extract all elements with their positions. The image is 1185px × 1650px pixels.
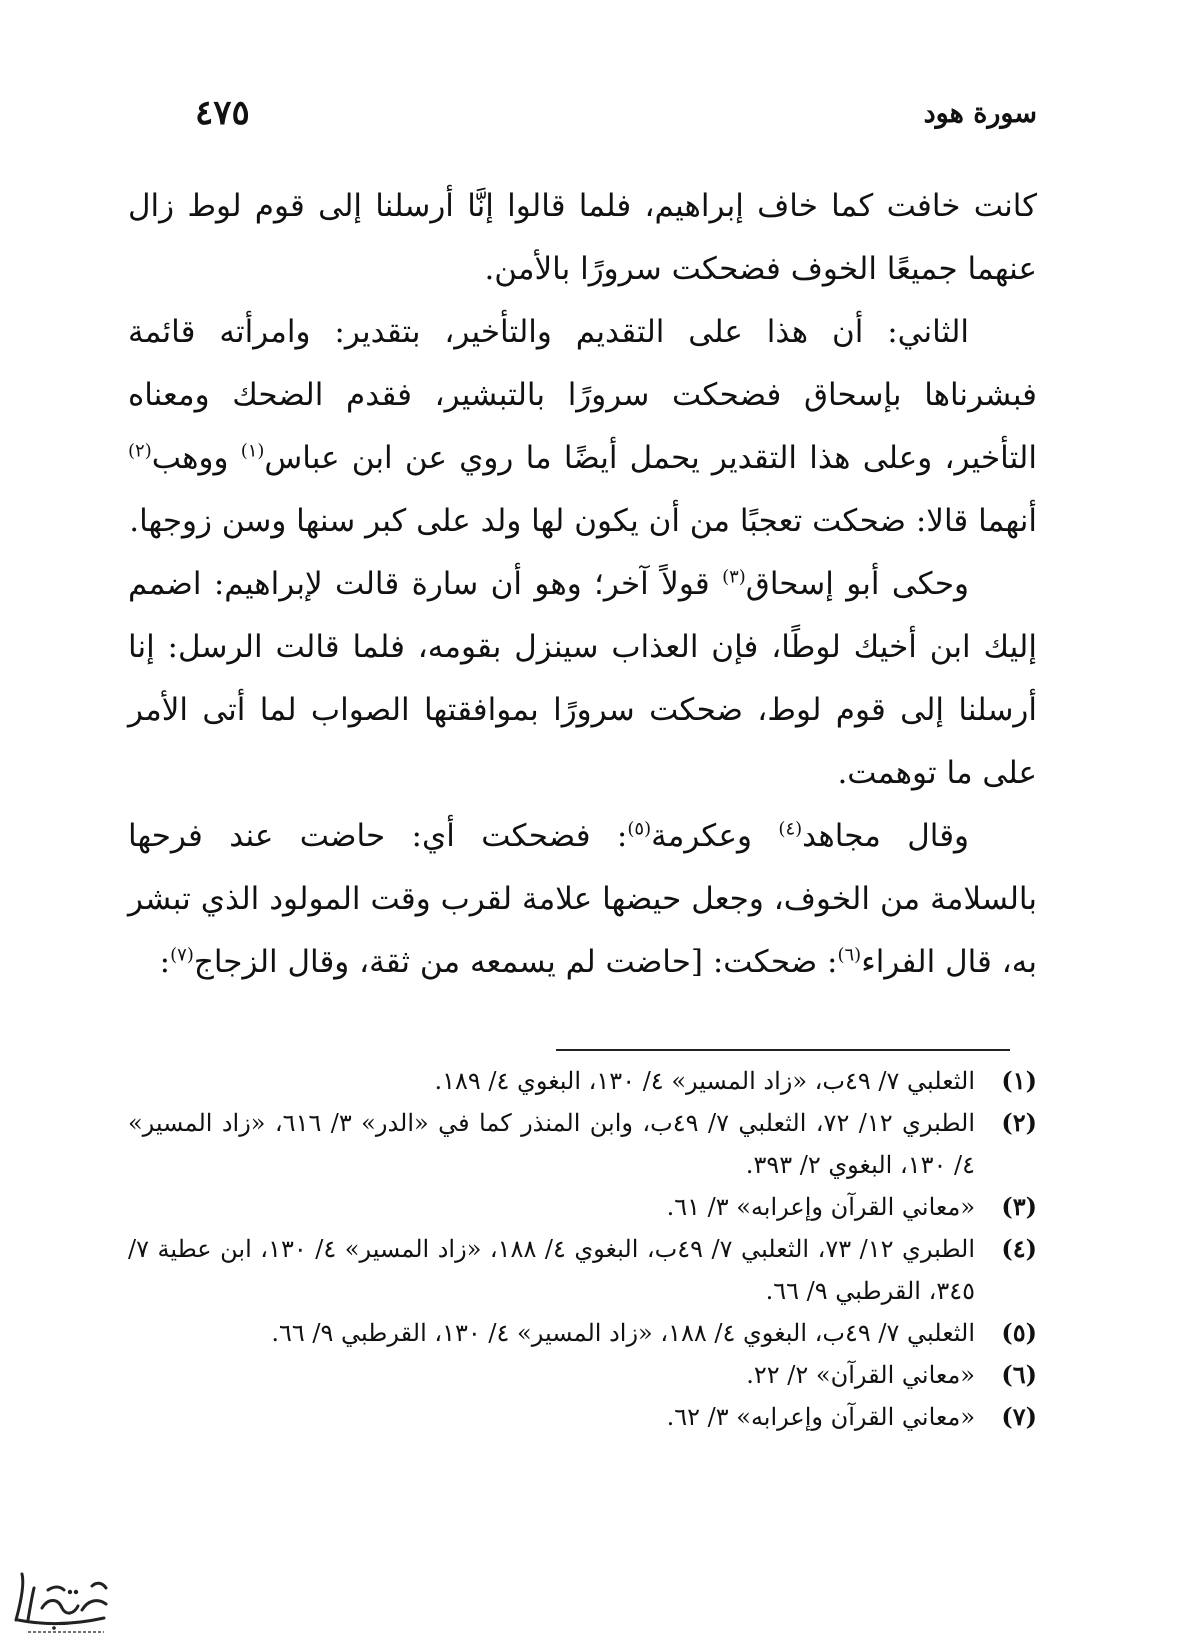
page-number: ٤٧٥ [195, 93, 250, 133]
footnote-ref-7[interactable]: (٧) [170, 944, 194, 966]
footnote-item [128, 1186, 1037, 1228]
footnote-number: (٧) [1001, 1402, 1037, 1431]
paragraph-4-text-b: وعكرمة [651, 818, 779, 854]
footnote-ref-4[interactable]: (٤) [778, 818, 803, 840]
running-header [195, 88, 1037, 138]
footnote-number: (٣) [1001, 1192, 1037, 1221]
paragraph-2-text-a: الثاني: أن هذا على التقديم والتأخير، بتقدير: وامرأته قائمة فبشرناها بإسحاق فضحكت سرورًا بالتبشير، فقدم الضحك ومعناه التأخير، وعلى هذا التقدير يحمل أيضًا ما روي عن ابن عباس [128, 314, 1037, 476]
paragraph-2-text-b: ووهب [151, 440, 241, 476]
footnote-text: «معاني القرآن وإعرابه» ٣/ ٦٢. [666, 1403, 975, 1431]
footnote-number: (١) [1001, 1066, 1037, 1095]
footnote-number: (٦) [1001, 1360, 1037, 1389]
footnote-ref-2[interactable]: (٢) [128, 440, 152, 462]
footnote-ref-6[interactable]: (٦) [837, 944, 862, 966]
paragraph-3 [128, 553, 1037, 805]
paragraph-3-text-b: قولاً آخر؛ وهو أن سارة قالت لإبراهيم: اضمم إليك ابن أخيك لوطًا، فإن العذاب سينزل بقومه، فلما قالت الرسل: إنا أرسلنا إلى قوم لوط، ضحكت سرورًا بموافقتها الصواب لما أتى الأمر على ما توهمت. [128, 566, 1037, 791]
paragraph-2-text-c: أنهما قالا: ضحكت تعجبًا من أن يكون لها ولد على كبر سنها وسن زوجها. [129, 503, 1037, 539]
paragraph-4-text-c: : فضحكت أي: حاضت عند فرحها بالسلامة من الخوف، وجعل حيضها علامة لقرب وقت المولود الذي تبشر به، قال الفراء [128, 818, 1037, 980]
footnote-text: الثعلبي ٧/ ٤٩ب، البغوي ٤/ ١٨٨، «زاد المسير» ٤/ ١٣٠، القرطبي ٩/ ٦٦. [271, 1319, 975, 1347]
paragraph-4-text-a: وقال مجاهد [802, 818, 969, 854]
footnote-text: الثعلبي ٧/ ٤٩ب، «زاد المسير» ٤/ ١٣٠، البغوي ٤/ ١٨٩. [434, 1067, 975, 1095]
footnote-text: الطبري ١٢/ ٧٢، الثعلبي ٧/ ٤٩ب، وابن المنذر كما في «الدر» ٣/ ٦١٦، «زاد المسير» ٤/ ١٣٠، البغوي ٢/ ٣٩٣. [128, 1109, 975, 1179]
footnote-item [128, 1312, 1037, 1354]
footnote-number: (٢) [1001, 1108, 1037, 1137]
footnote-item [128, 1102, 1037, 1186]
footnote-text: «معاني القرآن» ٢/ ٢٢. [746, 1361, 975, 1389]
main-text [128, 175, 1037, 994]
footnote-ref-1[interactable]: (١) [240, 440, 265, 462]
paragraph-1-text: كانت خافت كما خاف إبراهيم، فلما قالوا إنَّا أرسلنا إلى قوم لوط زال عنهما جميعًا الخوف فضحكت سرورًا بالأمن. [128, 188, 1037, 287]
surah-title: سورة هود [923, 97, 1037, 129]
footnote-item [128, 1354, 1037, 1396]
footnote-ref-5[interactable]: (٥) [627, 818, 652, 840]
footnotes-list [128, 1060, 1037, 1438]
footnote-ref-3[interactable]: (٣) [722, 566, 746, 588]
paragraph-4-text-e: : [159, 944, 171, 980]
footnote-number: (٤) [1001, 1234, 1037, 1263]
paragraph-4 [128, 805, 1037, 994]
paragraph-2 [128, 301, 1037, 553]
footnote-item [128, 1060, 1037, 1102]
calligraphy-logo-icon [8, 1568, 118, 1638]
footnote-item [128, 1396, 1037, 1438]
paragraph-4-text-d: : ضحكت: [حاضت لم يسمعه من ثقة، وقال الزجاج [193, 944, 838, 980]
paragraph-3-text-a: وحكى أبو إسحاق [745, 566, 969, 602]
footnote-text: الطبري ١٢/ ٧٣، الثعلبي ٧/ ٤٩ب، البغوي ٤/ ١٨٨، «زاد المسير» ٤/ ١٣٠، ابن عطية ٧/ ٣٤٥، القرطبي ٩/ ٦٦. [128, 1235, 975, 1305]
footnote-item [128, 1228, 1037, 1312]
footnote-divider [556, 1049, 1010, 1051]
footnote-text: «معاني القرآن وإعرابه» ٣/ ٦١. [666, 1193, 975, 1221]
paragraph-1 [128, 175, 1037, 301]
footnote-number: (٥) [1001, 1318, 1037, 1347]
